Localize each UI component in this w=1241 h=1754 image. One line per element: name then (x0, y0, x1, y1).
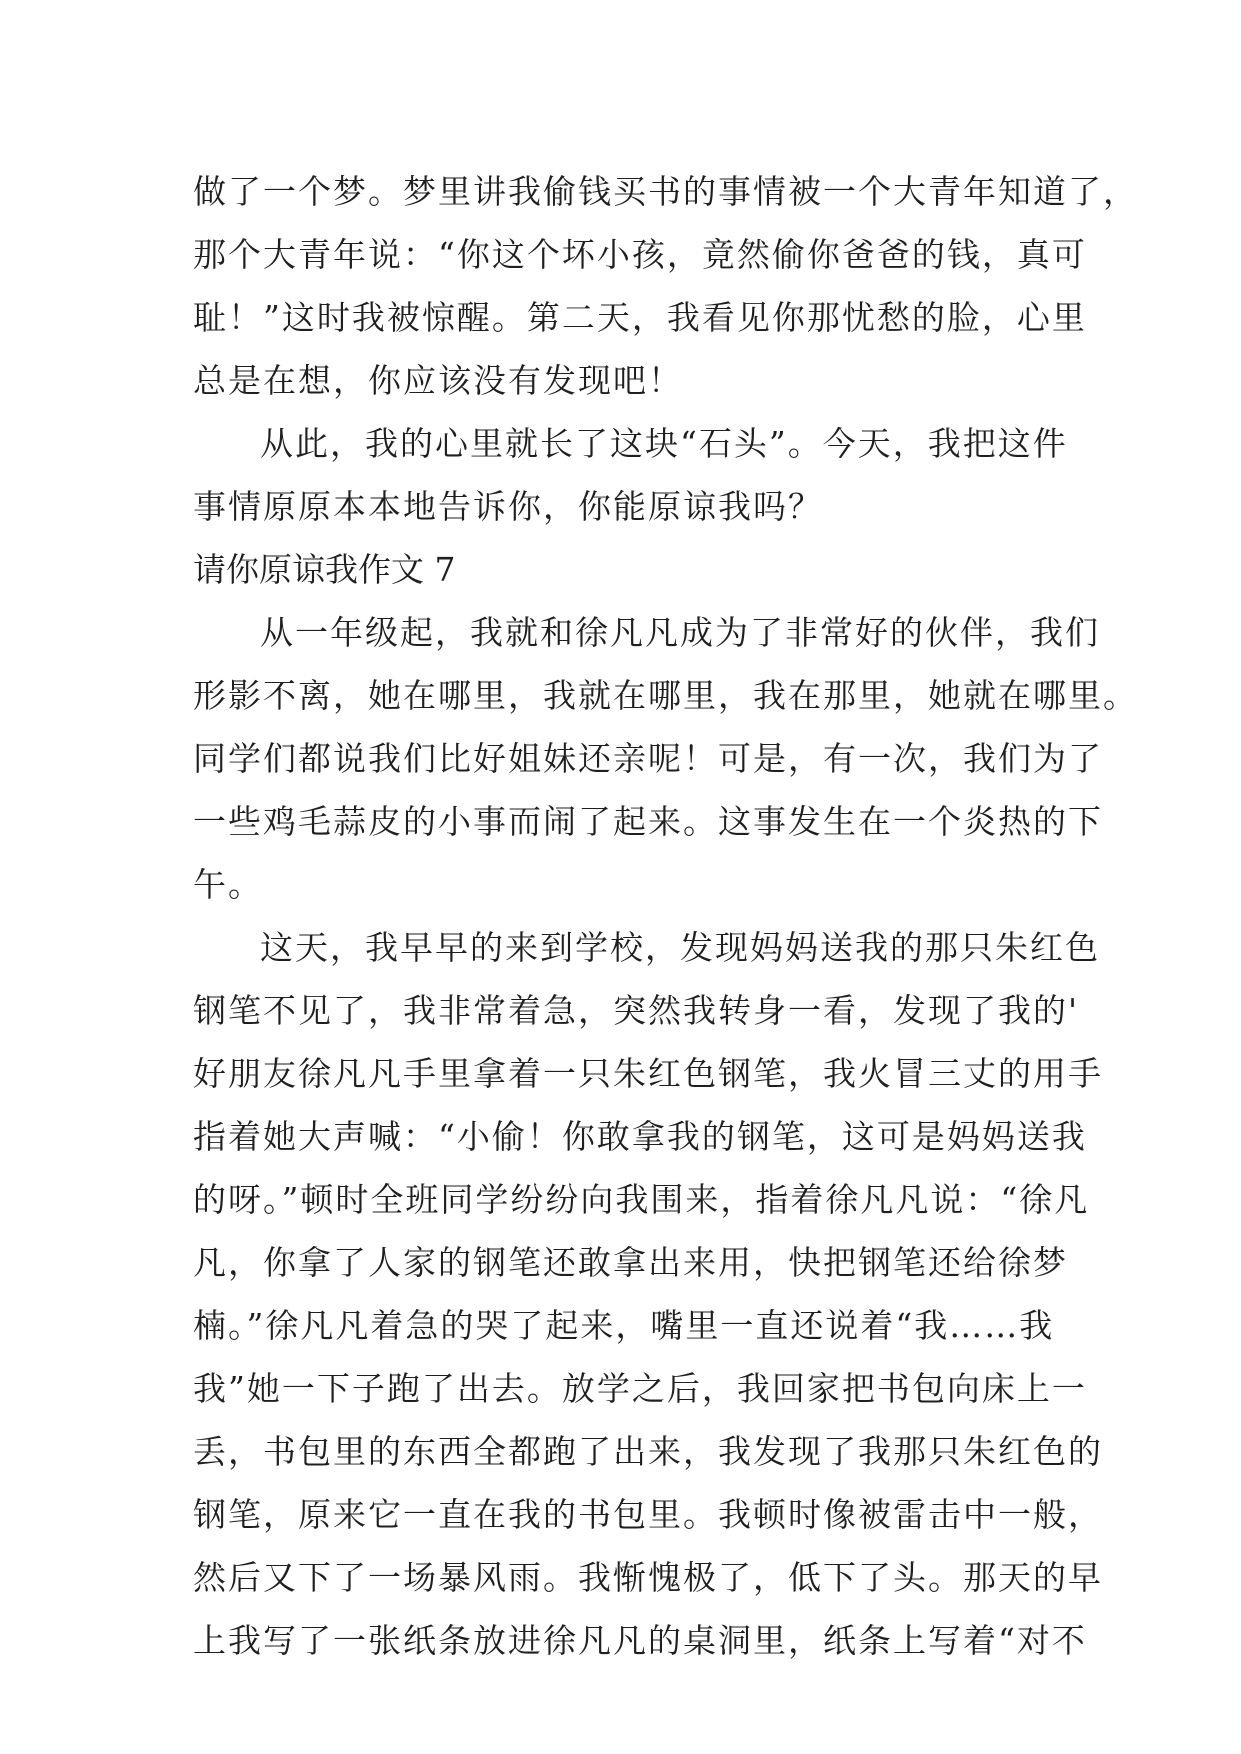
text-line: 我”她一下子跑了出去。放学之后，我回家把书包向床上一 (193, 1369, 1087, 1408)
text-line: 凡，你拿了人家的钢笔还敢拿出来用，快把钢笔还给徐梦 (193, 1243, 1068, 1282)
text-line: 做了一个梦。梦里讲我偷钱买书的事情被一个大青年知道了， (193, 172, 1138, 211)
text-line: 钢笔不见了，我非常着急，突然我转身一看，发现了我的' (193, 991, 1080, 1030)
text-line: 午。 (193, 865, 263, 904)
text-line: 丢，书包里的东西全都跑了出来，我发现了我那只朱红色的 (193, 1432, 1103, 1471)
text-line: 一些鸡毛蒜皮的小事而闹了起来。这事发生在一个炎热的下 (193, 802, 1103, 841)
text-line: 同学们都说我们比好姐妹还亲呢！可是，有一次，我们为了 (193, 739, 1103, 778)
essay-title: 请你原谅我作文 7 (193, 550, 456, 589)
text-line: 钢笔，原来它一直在我的书包里。我顿时像被雷击中一般， (193, 1495, 1103, 1534)
text-line: 那个大青年说：“你这个坏小孩，竟然偷你爸爸的钱，真可 (193, 235, 1087, 274)
paragraph-start-line: 从一年级起，我就和徐凡凡成为了非常好的伙伴，我们 (260, 613, 1100, 652)
text-line: 耻！”这时我被惊醒。第二天，我看见你那忧愁的脸，心里 (193, 298, 1087, 337)
text-line: 的呀。”顿时全班同学纷纷向我围来，指着徐凡凡说：“徐凡 (193, 1180, 1090, 1219)
text-line: 好朋友徐凡凡手里拿着一只朱红色钢笔，我火冒三丈的用手 (193, 1054, 1103, 1093)
paragraph-start-line: 这天，我早早的来到学校，发现妈妈送我的那只朱红色 (260, 928, 1100, 967)
text-line: 指着她大声喊：“小偷！你敢拿我的钢笔，这可是妈妈送我 (193, 1117, 1087, 1156)
text-line: 形影不离，她在哪里，我就在哪里，我在那里，她就在哪里。 (193, 676, 1138, 715)
paragraph-start-line: 从此，我的心里就长了这块“石头”。今天，我把这件 (260, 424, 1068, 463)
text-line: 然后又下了一场暴风雨。我惭愧极了，低下了头。那天的早 (193, 1558, 1103, 1597)
text-line: 上我写了一张纸条放进徐凡凡的桌洞里，纸条上写着“对不 (193, 1621, 1087, 1660)
text-line: 楠。”徐凡凡着急的哭了起来，嘴里一直还说着“我……我 (193, 1306, 1055, 1345)
text-line: 事情原原本本地告诉你，你能原谅我吗？ (193, 487, 823, 526)
essay-body (193, 160, 1138, 1672)
text-line: 总是在想，你应该没有发现吧！ (193, 361, 683, 400)
